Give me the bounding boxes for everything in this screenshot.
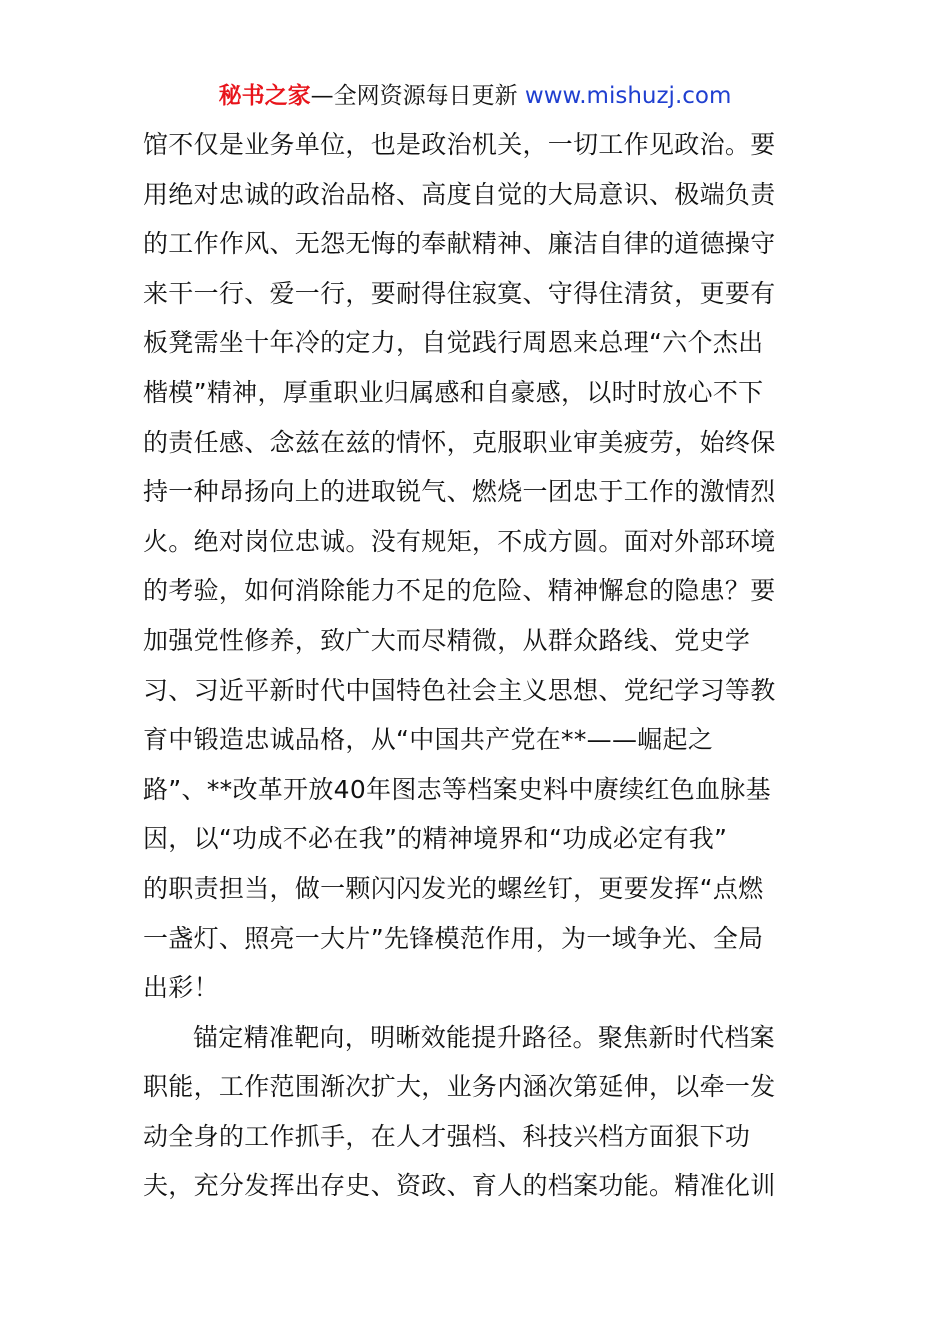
text-line: 一盏灯、照亮一大片”先锋模范作用，为一域争光、全局 xyxy=(143,923,764,953)
text-line: 来干一行、爱一行，要耐得住寂寞、守得住清贫，更要有 xyxy=(143,278,776,308)
text-line: 路”、**改革开放40年图志等档案史料中赓续红色血脉基 xyxy=(143,774,771,804)
text-line: 的考验，如何消除能力不足的危险、精神懈怠的隐患？要 xyxy=(143,576,776,606)
text-line: 职能，工作范围渐次扩大，业务内涵次第延伸，以牵一发 xyxy=(143,1072,776,1102)
text-line: 的职责担当，做一颗闪闪发光的螺丝钉，更要发挥“点燃 xyxy=(143,873,764,903)
text-line: 出彩！ xyxy=(143,973,219,1003)
text-line: 加强党性修养，致广大而尽精微，从群众路线、党史学 xyxy=(143,625,751,655)
paragraph-first-line: 锚定精准靶向，明晰效能提升路径。聚焦新时代档案 xyxy=(193,1022,775,1052)
document-body xyxy=(143,120,808,1211)
text-line: 馆不仅是业务单位，也是政治机关，一切工作见政治。要 xyxy=(143,130,776,159)
site-brand: 秘书之家 xyxy=(218,83,311,109)
text-line: 持一种昂扬向上的进取锐气、燃烧一团忠于工作的激情烈 xyxy=(143,477,776,507)
text-line: 因，以“功成不必在我”的精神境界和“功成必定有我” xyxy=(143,824,728,854)
text-line: 夫，充分发挥出存史、资政、育人的档案功能。精准化训 xyxy=(143,1171,776,1201)
site-header xyxy=(0,80,950,112)
site-tagline: —全网资源每日更新 xyxy=(310,83,525,109)
text-line: 楷模”精神，厚重职业归属感和自豪感，以时时放心不下 xyxy=(143,377,764,407)
text-line: 用绝对忠诚的政治品格、高度自觉的大局意识、极端负责 xyxy=(143,179,776,209)
text-line: 板凳需坐十年冷的定力，自觉践行周恩来总理“六个杰出 xyxy=(143,328,764,358)
text-line: 火。绝对岗位忠诚。没有规矩，不成方圆。面对外部环境 xyxy=(143,526,776,556)
text-line: 的工作作风、无怨无悔的奉献精神、廉洁自律的道德操守 xyxy=(143,229,776,259)
text-line: 育中锻造忠诚品格，从“中国共产党在**——崛起之 xyxy=(143,725,714,755)
site-url-link[interactable]: www.mishuzj.com xyxy=(524,83,732,109)
text-line: 习、习近平新时代中国特色社会主义思想、党纪学习等教 xyxy=(143,675,776,705)
text-line: 动全身的工作抓手，在人才强档、科技兴档方面狠下功 xyxy=(143,1121,751,1151)
text-line: 的责任感、念兹在兹的情怀，克服职业审美疲劳，始终保 xyxy=(143,427,776,457)
